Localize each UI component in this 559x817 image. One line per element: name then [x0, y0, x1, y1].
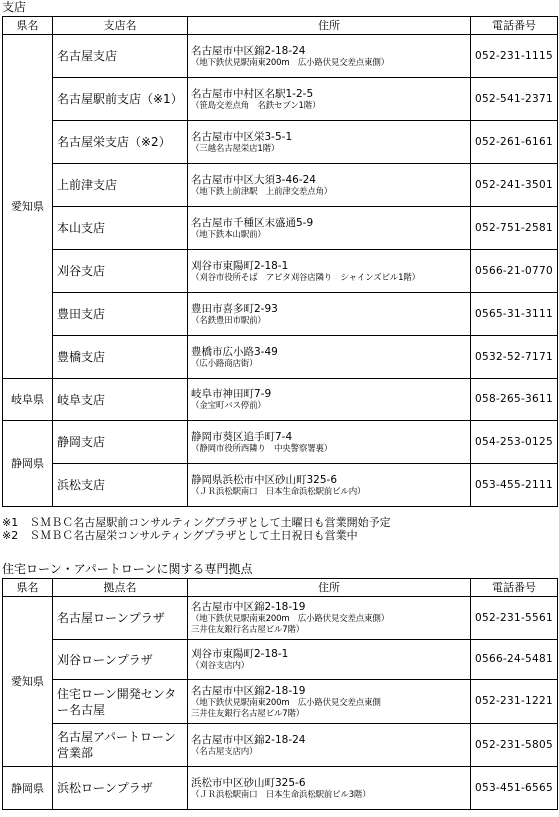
phone-number: 052-541-2371 — [471, 78, 558, 121]
table-row — [3, 464, 558, 507]
location-name: 上前津支店 — [53, 164, 188, 207]
address-cell — [188, 35, 471, 78]
header-address: 住所 — [188, 17, 471, 35]
address: 刈谷市東陽町2-18-1 — [191, 648, 289, 660]
address-note: （広小路商店街） — [191, 358, 258, 369]
phone-number: 052-241-3501 — [471, 164, 558, 207]
phone-number: 0566-24-5481 — [471, 640, 558, 680]
header-name: 拠点名 — [53, 579, 188, 597]
prefecture-cell: 愛知県 — [3, 35, 53, 379]
address: 浜松市中区砂山町325-6 — [191, 776, 306, 789]
prefecture-cell: 愛知県 — [3, 597, 53, 767]
address-note: （地下鉄伏見駅南東200m 広小路伏見交差点東側） — [191, 57, 390, 68]
address: 静岡市葵区追手町7-4 — [191, 430, 293, 443]
address-cell — [188, 121, 471, 164]
phone-number: 052-231-1221 — [471, 680, 558, 724]
address-note: （刈谷市役所そば アピタ刈谷店隣り シャインズビル1階） — [191, 272, 420, 283]
table-row — [3, 207, 558, 250]
phone-number: 052-231-1115 — [471, 35, 558, 78]
header-name: 支店名 — [53, 17, 188, 35]
notes — [2, 516, 391, 542]
location-name: 名古屋支店 — [53, 35, 188, 78]
address-note: （名古屋支店内） — [191, 746, 258, 757]
address: 名古屋市中区錦2-18-19 — [191, 684, 306, 697]
table-row — [3, 767, 558, 810]
location-name: 本山支店 — [53, 207, 188, 250]
location-name: 刈谷支店 — [53, 250, 188, 293]
location-name: 浜松支店 — [53, 464, 188, 507]
phone-number: 052-231-5805 — [471, 724, 558, 767]
location-name: 名古屋ローンプラザ — [53, 597, 188, 640]
location-name: 刈谷ローンプラザ — [53, 640, 188, 680]
address-cell — [188, 336, 471, 379]
address-cell — [188, 78, 471, 121]
loan-centers-table — [2, 578, 558, 810]
address: 豊田市喜多町2-93 — [191, 302, 278, 315]
address-cell — [188, 640, 471, 680]
note-2: ※2 ＳＭＢＣ名古屋栄コンサルティングプラザとして土日祝日も営業中 — [2, 529, 358, 542]
location-name: 豊田支店 — [53, 293, 188, 336]
address-note: （地下鉄本山駅前） — [191, 229, 266, 240]
table-row — [3, 336, 558, 379]
address: 名古屋市中区錦2-18-24 — [191, 44, 306, 57]
address-cell — [188, 293, 471, 336]
location-name: 名古屋アパートローン営業部 — [53, 724, 188, 767]
header-pref: 県名 — [3, 17, 53, 35]
table-row — [3, 597, 558, 640]
prefecture-cell: 静岡県 — [3, 767, 53, 810]
phone-number: 053-451-6565 — [471, 767, 558, 810]
phone-number: 052-751-2581 — [471, 207, 558, 250]
phone-number: 0566-21-0770 — [471, 250, 558, 293]
location-name: 住宅ローン開発センター名古屋 — [53, 680, 188, 724]
address-cell — [188, 250, 471, 293]
address-note: （刈谷支店内） — [191, 661, 250, 671]
location-name: 名古屋栄支店（※2） — [53, 121, 188, 164]
location-name: 豊橋支店 — [53, 336, 188, 379]
phone-number: 053-455-2111 — [471, 464, 558, 507]
note-1: ※1 ＳＭＢＣ名古屋駅前コンサルティングプラザとして土曜日も営業開始予定 — [2, 516, 391, 529]
header-address: 住所 — [188, 579, 471, 597]
address: 刈谷市東陽町2-18-1 — [191, 259, 289, 272]
phone-number: 058-265-3611 — [471, 379, 558, 421]
table-row — [3, 421, 558, 464]
address-note: （笹島交差点角 名鉄セブン1階） — [191, 100, 321, 111]
address-cell — [188, 680, 471, 724]
address-cell — [188, 767, 471, 810]
location-name: 浜松ローンプラザ — [53, 767, 188, 810]
address: 名古屋市中村区名駅1-2-5 — [191, 87, 314, 100]
branches-section-title: 支店 — [2, 0, 27, 14]
phone-number: 0532-52-7171 — [471, 336, 558, 379]
table-row — [3, 164, 558, 207]
header-row — [3, 579, 558, 597]
header-tel: 電話番号 — [471, 17, 558, 35]
address: 名古屋市中区栄3-5-1 — [191, 130, 293, 143]
branches-table — [2, 16, 558, 507]
address: 名古屋市中区錦2-18-24 — [191, 733, 306, 746]
header-row — [3, 17, 558, 35]
address-cell — [188, 464, 471, 507]
address-cell — [188, 724, 471, 767]
address: 岐阜市神田町7-9 — [191, 388, 272, 400]
table-row — [3, 680, 558, 724]
phone-number: 052-261-6161 — [471, 121, 558, 164]
address-note-2: 三井住友銀行名古屋ビル7階） — [191, 625, 305, 635]
prefecture-cell: 静岡県 — [3, 421, 53, 507]
table-row — [3, 379, 558, 421]
address: 静岡県浜松市中区砂山町325-6 — [191, 473, 338, 486]
prefecture-cell: 岐阜県 — [3, 379, 53, 421]
address-cell — [188, 164, 471, 207]
address-note: （静岡市役所西隣り 中央警察署裏） — [191, 443, 333, 454]
address-cell — [188, 379, 471, 421]
address-cell — [188, 421, 471, 464]
location-name: 岐阜支店 — [53, 379, 188, 421]
address-note: （金宝町バス停前） — [191, 401, 266, 411]
address-note: （地下鉄伏見駅南東200m 広小路伏見交差点東側 — [191, 697, 381, 708]
address: 名古屋市中区錦2-18-19 — [191, 601, 306, 613]
address-note-2: 三井住友銀行名古屋ビル7階） — [191, 708, 305, 719]
address-note: （地下鉄伏見駅南東200m 広小路伏見交差点東側） — [191, 614, 390, 624]
address-note: （三越名古屋栄店1階） — [191, 143, 280, 154]
phone-number: 0565-31-3111 — [471, 293, 558, 336]
header-tel: 電話番号 — [471, 579, 558, 597]
table-row — [3, 640, 558, 680]
location-name: 名古屋駅前支店（※1） — [53, 78, 188, 121]
table-row — [3, 724, 558, 767]
address: 豊橋市広小路3-49 — [191, 345, 278, 358]
address-note: （ＪＲ浜松駅南口 日本生命浜松駅前ビル内） — [191, 486, 366, 497]
address-cell — [188, 597, 471, 640]
phone-number: 054-253-0125 — [471, 421, 558, 464]
address-cell — [188, 207, 471, 250]
location-name: 静岡支店 — [53, 421, 188, 464]
address: 名古屋市中区大須3-46-24 — [191, 173, 316, 186]
loan-section-title: 住宅ローン・アパートローンに関する専門拠点 — [2, 562, 253, 576]
table-row — [3, 121, 558, 164]
table-row — [3, 293, 558, 336]
address-note: （地下鉄上前津駅 上前津交差点角） — [191, 186, 333, 197]
address: 名古屋市千種区末盛通5-9 — [191, 216, 314, 229]
phone-number: 052-231-5561 — [471, 597, 558, 640]
table-row — [3, 250, 558, 293]
table-row — [3, 35, 558, 78]
header-pref: 県名 — [3, 579, 53, 597]
address-note: （名鉄豊田市駅前） — [191, 315, 266, 326]
table-row — [3, 78, 558, 121]
address-note: （ＪＲ浜松駅南口 日本生命浜松駅前ビル3階） — [191, 789, 371, 800]
